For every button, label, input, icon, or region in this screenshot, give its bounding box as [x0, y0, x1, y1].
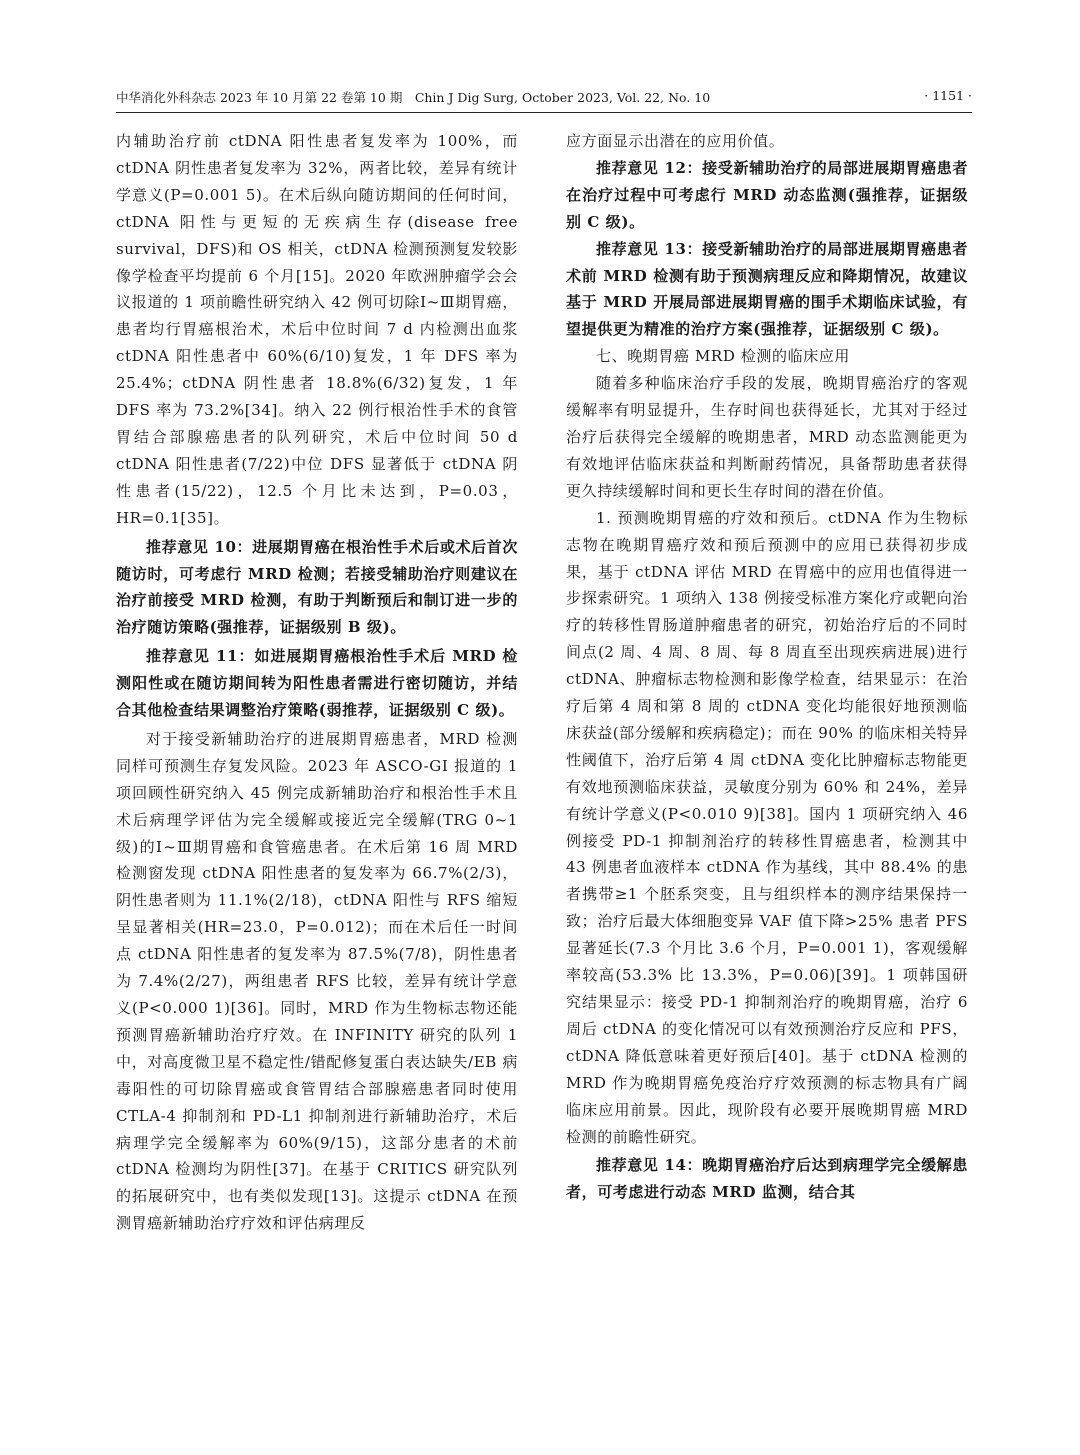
running-header	[116, 84, 972, 113]
body-paragraph: 随着多种临床治疗手段的发展，晚期胃癌治疗的客观缓解率有明显提升，生存时间也获得延长，尤其对于经过治疗后获得完全缓解的晚期患者，MRD 动态监测能更为有效地评估临床获益和判断耐药情况，具备帮助患者获得更久持续缓解时间和更长生存时间的潜在价值。	[566, 374, 968, 500]
recommendation-10: 推荐意见 10：进展期胃癌在根治性手术后或术后首次随访时，可考虑行 MRD 检测；若接受辅助治疗则建议在治疗前接受 MRD 检测，有助于判断预后和制订进一步的治疗随访策略(强推荐，证据级别 B 级)。	[116, 537, 518, 637]
right-column	[566, 128, 968, 1206]
left-column	[116, 128, 518, 1237]
recommendation-11: 推荐意见 11：如进展期胃癌根治性手术后 MRD 检测阳性或在随访期间转为阳性患者需进行密切随访，并结合其他检查结果调整治疗策略(弱推荐，证据级别 C 级)。	[116, 647, 518, 720]
journal-citation: 中华消化外科杂志 2023 年 10 月第 22 卷第 10 期 Chin J Dig Surg, October 2023, Vol. 22, No. 10	[116, 90, 711, 105]
recommendation-13: 推荐意见 13：接受新辅助治疗的局部进展期胃癌患者术前 MRD 检测有助于预测病理反应和降期情况，故建议基于 MRD 开展局部进展期胃癌的围手术期临床试验，有望提供更为精准的治疗方案(强推荐，证据级别 C 级)。	[566, 239, 968, 339]
body-paragraph: 内辅助治疗前 ctDNA 阳性患者复发率为 100%，而 ctDNA 阴性患者复发率为 32%，两者比较，差异有统计学意义(P=0.001 5)。在术后纵向随访期间的任何时间，ctDNA 阳性与更短的无疾病生存(disease free survival，DFS)和 OS 相关，ctDNA 检测预测复发较影像学检查平均提前 6 个月[15]。2020 年欧洲肿瘤学会会议报道的 1 项前瞻性研究纳入 42 例可切除Ⅰ~Ⅲ期胃癌，患者均行胃癌根治术，术后中位时间 7 d 内检测出血浆 ctDNA 阳性患者中 60%(6/10)复发，1 年 DFS 率为 25.4%；ctDNA 阴性患者 18.8%(6/32)复发，1 年 DFS 率为 73.2%[34]。纳入 22 例行根治性手术的食管胃结合部腺癌患者的队列研究，术后中位时间 50 d ctDNA 阳性患者(7/22)中位 DFS 显著低于 ctDNA 阴性患者(15/22)，12.5 个月比未达到，P=0.03，HR=0.1[35]。	[116, 132, 518, 527]
page-number: · 1151 ·	[924, 88, 972, 103]
body-paragraph: 应方面显示出潜在的应用价值。	[566, 132, 785, 150]
recommendation-12: 推荐意见 12：接受新辅助治疗的局部进展期胃癌患者在治疗过程中可考虑行 MRD 动态监测(强推荐，证据级别 C 级)。	[566, 158, 968, 231]
body-paragraph: 对于接受新辅助治疗的进展期胃癌患者，MRD 检测同样可预测生存复发风险。2023 年 ASCO-GI 报道的 1 项回顾性研究纳入 45 例完成新辅助治疗和根治性手术且术后病理学评估为完全缓解或接近完全缓解(TRG 0~1 级)的Ⅰ~Ⅲ期胃癌和食管癌患者。在术后第 16 周 MRD 检测窗发现 ctDNA 阳性患者的复发率为 66.7%(2/3)，阴性患者则为 11.1%(2/18)，ctDNA 阳性与 RFS 缩短呈显著相关(HR=23.0，P=0.012)；而在术后任一时间点 ctDNA 阳性患者的复发率为 87.5%(7/8)，阴性患者为 7.4%(2/27)，两组患者 RFS 比较，差异有统计学意义(P<0.000 1)[36]。同时，MRD 作为生物标志物还能预测胃癌新辅助治疗疗效。在 INFINITY 研究的队列 1 中，对高度微卫星不稳定性/错配修复蛋白表达缺失/EB 病毒阳性的可切除胃癌或食管胃结合部腺癌患者同时使用 CTLA-4 抑制剂和 PD-L1 抑制剂进行新辅助治疗，术后病理学完全缓解率为 60%(9/15)，这部分患者的术前 ctDNA 检测均为阴性[37]。在基于 CRITICS 研究队列的拓展研究中，也有类似发现[13]。这提示 ctDNA 在预测胃癌新辅助治疗疗效和评估病理反	[116, 729, 518, 1233]
recommendation-14: 推荐意见 14：晚期胃癌治疗后达到病理学完全缓解患者，可考虑进行动态 MRD 监测，结合其	[566, 1156, 968, 1202]
section-heading: 七、晚期胃癌 MRD 检测的临床应用	[596, 347, 851, 366]
body-paragraph: 1. 预测晚期胃癌的疗效和预后。ctDNA 作为生物标志物在晚期胃癌疗效和预后预测中的应用已获得初步成果，基于 ctDNA 评估 MRD 在胃癌中的应用也值得进一步探索研究。1 项纳入 138 例接受标准方案化疗或靶向治疗的转移性胃肠道肿瘤患者的研究，初始治疗后的不同时间点(2 周、4 周、8 周、每 8 周直至出现疾病进展)进行 ctDNA、肿瘤标志物检测和影像学检查，结果显示：在治疗后第 4 周和第 8 周的 ctDNA 变化均能很好地预测临床获益(部分缓解和疾病稳定)；而在 90% 的临床相关特异性阈值下，治疗后第 4 周 ctDNA 变化比肿瘤标志物能更有效地预测临床获益，灵敏度分别为 60% 和 24%，差异有统计学意义(P<0.010 9)[38]。国内 1 项研究纳入 46 例接受 PD-1 抑制剂治疗的转移性胃癌患者，检测其中 43 例患者血液样本 ctDNA 作为基线，其中 88.4% 的患者携带≥1 个胚系突变，且与组织样本的测序结果保持一致；治疗后最大体细胞变异 VAF 值下降>25% 患者 PFS 显著延长(7.3 个月比 3.6 个月，P=0.001 1)，客观缓解率较高(53.3% 比 13.3%，P=0.06)[39]。1 项韩国研究结果显示：接受 PD-1 抑制剂治疗的晚期胃癌，治疗 6 周后 ctDNA 的变化情况可以有效预测治疗反应和 PFS，ctDNA 降低意味着更好预后[40]。基于 ctDNA 检测的 MRD 作为晚期胃癌免疫治疗疗效预测的标志物具有广阔临床应用前景。因此，现阶段有必要开展晚期胃癌 MRD 检测的前瞻性研究。	[566, 508, 968, 1146]
